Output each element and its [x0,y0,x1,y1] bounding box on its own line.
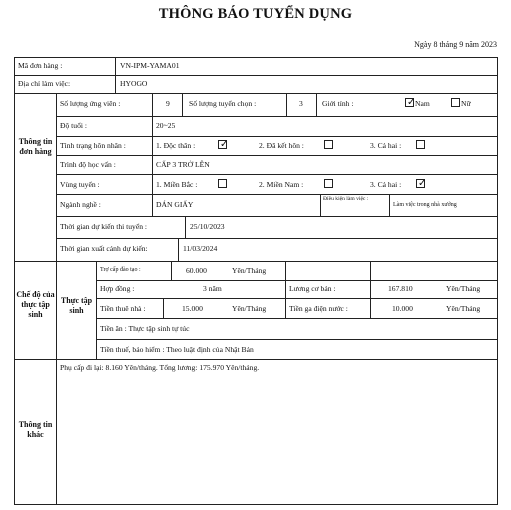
contract-value: 3 năm [203,284,222,293]
job-value: DÁN GIẤY [156,200,194,209]
marital-both-checkbox[interactable] [416,140,425,149]
education-label: Trình độ học vấn : [60,160,116,169]
marital-single-label: 1. Độc thân : [156,141,196,150]
order-code-value: VN-IPM-YAMA01 [120,61,180,70]
checkmark-icon: ✓ [418,178,427,189]
rent-label: Tiền thuê nhà : [100,304,146,313]
departure-date-label: Thời gian xuất cảnh dự kiến: [60,244,148,253]
education-value: CẤP 3 TRỞ LÊN [156,160,210,169]
checkmark-icon: ✓ [220,139,229,150]
selected-label: Số lượng tuyển chọn : [189,99,257,108]
benefits-heading: Chế độ của thực tập sinh [16,290,55,319]
gender-label: Giới tính : [322,99,354,108]
base-salary-value: 167.810 [388,284,413,293]
candidates-label: Số lượng ứng viên : [60,99,121,108]
rent-value: 15.000 [182,304,203,313]
selected-value: 3 [299,99,303,108]
job-label: Ngành nghề : [60,200,101,209]
marital-married-checkbox[interactable] [324,140,333,149]
age-value: 20~25 [156,121,176,130]
issue-date: Ngày 8 tháng 9 năm 2023 [414,40,497,49]
gender-female-label: Nữ [461,99,471,108]
gender-male-checkbox[interactable] [405,98,414,107]
marital-label: Tình trạng hôn nhân : [60,141,126,150]
page-title: THÔNG BÁO TUYỂN DỤNG [158,6,353,22]
base-salary-label: Lương cơ bản : [289,284,336,293]
age-label: Độ tuổi : [60,121,88,130]
candidates-value: 9 [166,99,170,108]
marital-single-checkbox[interactable] [218,140,227,149]
exam-date-value: 25/10/2023 [190,222,225,231]
work-location-value: HYOGO [120,79,148,88]
work-condition-value: Làm việc trong nhà xưởng [393,202,457,208]
order-info-heading: Thông tin đơn hàng [18,137,53,156]
other-info-heading: Thông tin khác [18,420,53,439]
region-north-checkbox[interactable] [218,179,227,188]
region-south-checkbox[interactable] [324,179,333,188]
meals-text: Tiền ăn : Thực tập sinh tự túc [100,324,190,333]
gender-female-checkbox[interactable] [451,98,460,107]
training-allowance-unit: Yên/Tháng [232,266,267,275]
region-north-label: 1. Miền Bắc : [156,180,198,189]
region-both-checkbox[interactable] [416,179,425,188]
checkmark-icon: ✓ [407,97,416,108]
other-info-text: Phụ cấp đi lại: 8.160 Yên/tháng. Tổng lương: 175.970 Yên/tháng. [60,363,260,372]
work-condition-label: Điều kiện làm việc : [323,196,369,202]
work-location-label: Địa chỉ làm việc: [18,79,71,88]
order-code-label: Mã đơn hàng : [18,61,63,70]
utilities-value: 10.000 [392,304,413,313]
gender-male-label: Nam [415,99,430,108]
utilities-label: Tiền ga điện nước : [289,304,348,313]
region-south-label: 2. Miền Nam : [259,180,304,189]
region-both-label: 3. Cả hai : [370,180,402,189]
base-salary-unit: Yên/Tháng [446,284,481,293]
intern-heading: Thực tập sinh [60,296,93,315]
marital-married-label: 2. Đã kết hôn : [259,141,304,150]
utilities-unit: Yên/Tháng [446,304,481,313]
marital-both-label: 3. Cả hai : [370,141,402,150]
rent-unit: Yên/Tháng [232,304,267,313]
exam-date-label: Thời gian dự kiến thi tuyển : [60,222,148,231]
region-label: Vùng tuyển : [60,180,100,189]
tax-insurance-text: Tiền thuế, bảo hiểm : Theo luật định của Nhật Bản [100,345,254,354]
training-allowance-label: Trợ cấp đào tạo : [100,267,141,273]
departure-date-value: 11/03/2024 [183,244,218,253]
training-allowance-value: 60.000 [186,266,207,275]
contract-label: Hợp đồng : [100,284,135,293]
